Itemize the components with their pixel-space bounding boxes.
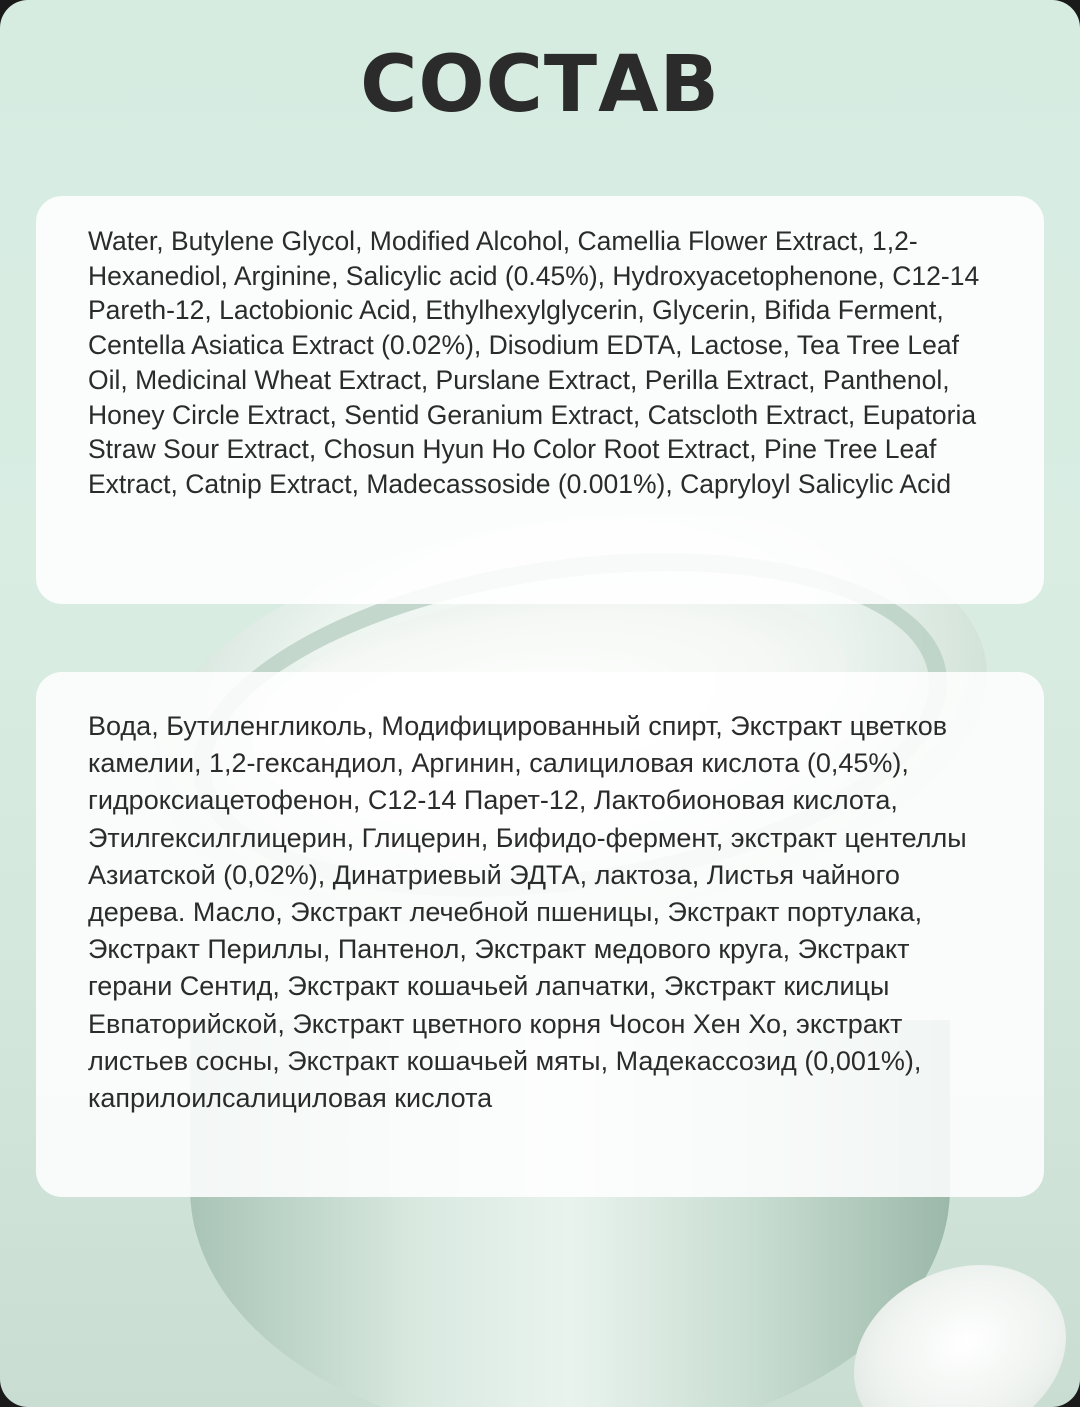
page-title: СОСТАВ [360, 40, 720, 130]
ingredients-text-english: Water, Butylene Glycol, Modified Alcohol, Camellia Flower Extract, 1,2-Hexanediol, Arginine, Salicylic acid (0.45%), Hydroxyacetophenone, C12-14 Pareth-12, Lactobionic Acid, Ethylhexylglycerin, Glycerin, Bifida Ferment, Centella Asiatica Extract (0.02%), Disodium EDTA, Lactose, Tea Tree Leaf Oil, Medicinal Wheat Extract, Purslane Extract, Perilla Extract, Panthenol, Honey Circle Extract, Sentid Geranium Extract, Catscloth Extract, Eupatoria Straw Sour Extract, Chosun Hyun Ho Color Root Extract, Pine Tree Leaf Extract, Catnip Extract, Madecassoside (0.001%), Capryloyl Salicylic Acid [88, 226, 980, 499]
ingredients-card-russian [36, 672, 1044, 1197]
ingredients-text-russian: Вода, Бутиленгликоль, Модифицированный спирт, Экстракт цветков камелии, 1,2-гександиол, Аргинин, салициловая кислота (0,45%), гидроксиацетофенон, С12-14 Парет-12, Лактобионовая кислота, Этилгексилглицерин, Глицерин, Бифидо-фермент, экстракт центеллы Азиатской (0,02%), Динатриевый ЭДТА, лактоза, Листья чайного дерева. Масло, Экстракт лечебной пшеницы, Экстракт портулака, Экстракт Периллы, Пантенол, Экстракт медового круга, Экстракт герани Сентид, Экстракт кошачьей лапчатки, Экстракт кислицы Евпаторийской, Экстракт цветного корня Чосон Хен Хо, экстракт листьев сосны, Экстракт кошачьей мяты, Мадекассозид (0,001%), каприлоилсалициловая кислота [88, 711, 967, 1114]
ingredients-card-english [36, 196, 1044, 604]
